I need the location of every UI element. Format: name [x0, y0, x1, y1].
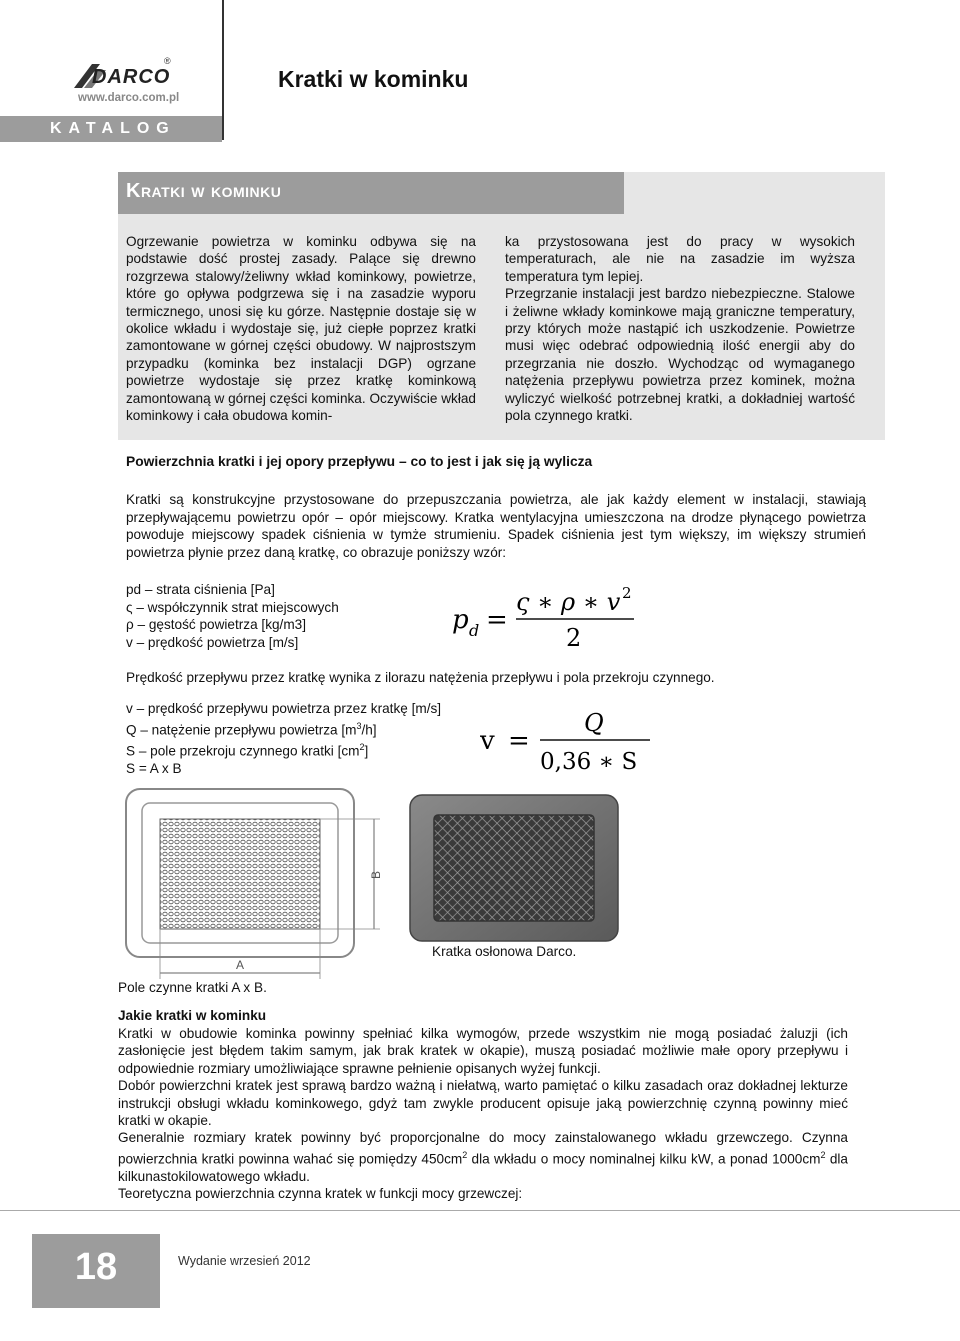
logo-registered-mark: ®: [164, 56, 171, 66]
definition-line: ρ – gęstość powietrza [kg/m3]: [126, 617, 306, 633]
definition-line: v – prędkość przepływu powietrza przez kratkę [m/s]: [126, 701, 442, 716]
formula1-lhs: p: [452, 605, 469, 635]
grille-mesh: [434, 815, 594, 921]
pressure-formula: [452, 584, 652, 654]
definition-line: pd – strata ciśnienia [Pa]: [126, 582, 275, 597]
def-s-pre: S – pole przekroju czynnego kratki [cm: [126, 743, 360, 759]
definition-line: v – prędkość powietrza [m/s]: [126, 634, 299, 650]
intro-left-text: Ogrzewanie powietrza w kominku odbywa się na podstawie dość prostej zasady. Palące się drewno rozgrzewa stalowy/żeliwny wkład kominkowy, powietrze, które go opływa podgrzewa się i na zasadzie wyporu termicznego, unosi się ku górze. Następnie dostaje się w okolice wkładu i wydostaje się, już ciepłe poprzez kratki zamontowane w górnej części obudowy. W najprostszym przypadku (kominka bez instalacji DGP) ogrzane powietrze wydostaje się przez kratkę kominkową zamontowaną w górnej części kominka. Oczywiście wkład kominkowy i cała obudowa komin-: [126, 234, 476, 424]
velocity-intro-line: Prędkość przepływu przez kratkę wynika z ilorazu natężenia przepływu i pola przekroju czynnego.: [126, 670, 715, 685]
intro-right-column: [505, 233, 855, 424]
def-q-sup: 3: [356, 720, 362, 731]
def-q-pre: Q – natężenie przepływu powietrza [m: [126, 722, 357, 738]
figure-caption-darco-grille: Kratka osłonowa Darco.: [432, 944, 577, 959]
intro-left-column: [126, 233, 476, 424]
formula2-numerator: Q: [584, 709, 604, 737]
formula1-numerator: ς ∗ ρ ∗ v: [516, 588, 621, 616]
section2-paragraph: Teoretyczna powierzchnia czynna kratek w funkcji mocy grzewczej:: [118, 1186, 523, 1202]
section2-paragraph: [118, 1129, 848, 1185]
footer-divider: [0, 1210, 960, 1211]
definition-line: [126, 739, 441, 760]
definition-line: S = A x B: [126, 760, 182, 776]
p3-part-a: Generalnie rozmiary kratek powinny być proporcjonalne do mocy zainstalowanego wkładu grzewczego. Czynna powierzchnia kratki powinna wahać się pomiędzy 450cm: [118, 1130, 848, 1167]
pressure-definitions: [126, 581, 339, 651]
dimension-b-label: B: [369, 870, 383, 879]
intro-right-text-2: Przegrzanie instalacji jest bardzo niebezpieczne. Stalowe i żeliwne wkłady kominkowe mają graniczne temperatury, przy których może nastąpić ich uszkodzenie. Powietrze musi więc odebrać odpowiednią ilość energii aby do przegrzania nie doszło. Wychodząc od wymaganego natężenia przepływu powietrza przez kominek, można wyliczyć wielkość potrzebnej kratki, a dokładniej wartość pola czynnego kratki.: [505, 286, 855, 424]
section2-paragraph: Kratki w obudowie kominka powinny spełniać kilka wymogów, przede wszystkim nie mogą posiadać żaluzji (ich zasłonięcie jest błędem takim samym, jak brak kratek w okapie), muszą posiadać możliwie małe opory przepływu i odpowiednie rozmiary umożliwiające sprawne pełnienie opisanych wyżej funkcji.: [118, 1026, 848, 1076]
page-title: Kratki w kominku: [278, 66, 469, 92]
p3-sup-1: 2: [462, 1149, 468, 1160]
def-s-sup: 2: [359, 741, 365, 752]
velocity-definitions: [126, 700, 441, 777]
section-heading: Powierzchnia kratki i jej opory przepływu – co to jest i jak się ją wylicza: [126, 454, 593, 469]
logo-url: www.darco.com.pl: [78, 92, 180, 104]
dimension-a-label: A: [236, 958, 245, 972]
header-divider: [222, 0, 224, 140]
formula1-eq: =: [486, 605, 508, 635]
p3-part-b: dla wkładu o mocy nominalnej kilku kW, a ponad 1000cm: [467, 1151, 821, 1167]
section-paragraph: [126, 491, 866, 561]
definition-line: [126, 718, 441, 739]
grille-dimension-drawing: [120, 785, 395, 985]
velocity-formula: [480, 705, 670, 775]
katalog-label: KATALOG: [50, 120, 176, 137]
formula2-lhs: v: [480, 726, 495, 756]
section2-paragraph: Dobór powierzchni kratek jest sprawą bardzo ważną i niełatwą, warto pamiętać o kilku zasadach oraz dokładnej lekturze instrukcji obsługi wkładu kominkowego, gdyż tam zwykle producent opisuje jaką powierzchnię czynną powinny mieć kratki w okapie.: [118, 1078, 848, 1129]
edition-date: Wydanie wrzesień 2012: [178, 1254, 311, 1268]
section2-body: [118, 1025, 848, 1203]
darco-grille-photo: [408, 793, 620, 943]
definition-line: ς – współczynnik strat miejscowych: [126, 599, 339, 615]
formula1-denominator: 2: [566, 624, 582, 652]
section-paragraph-text: Kratki są konstrukcyjne przystosowane do przepuszczania powietrza, ale jak każdy element w instalacji, stawiają przepływającemu powietrzu opór – opór miejscowy. Kratka wentylacyjna umieszczona na drodze płynącego powietrza powoduje miejscowy spadek ciśnienia w tymże strumieniu. Spadek ciśnienia jest tym większy, im większy strumień powietrza płynie przez daną kratkę, co obrazuje poniższy wzór:: [126, 492, 866, 560]
formula2-eq: =: [508, 726, 530, 756]
page-number: 18: [74, 1246, 118, 1288]
formula1-num-sup: 2: [622, 584, 632, 602]
def-q-post: /h]: [361, 722, 377, 738]
intro-heading: Kratki w kominku: [126, 180, 282, 202]
section2-heading: Jakie kratki w kominku: [118, 1008, 267, 1023]
figure-caption-active-area: Pole czynne kratki A x B.: [118, 980, 267, 995]
drawing-active-area: [160, 819, 320, 929]
p3-part-c: dla kilkunastokilowatowego wkładu.: [118, 1151, 848, 1184]
p3-sup-2: 2: [820, 1149, 826, 1160]
logo-wordmark: DARCO: [92, 66, 171, 88]
formula1-lhs-sub: d: [469, 621, 480, 640]
def-s-post: ]: [364, 743, 369, 759]
formula2-denominator: 0,36 ∗ S: [540, 749, 638, 775]
intro-right-text-1: ka przystosowana jest do pracy w wysokich temperaturach, ale nie na zasadzie im wyższa temperatura tym lepiej.: [505, 234, 855, 284]
